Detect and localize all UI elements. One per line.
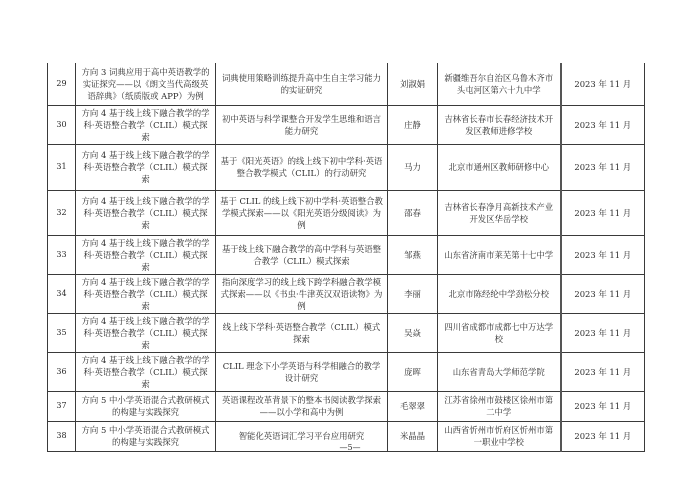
organization: 北京市通州区教师研修中心 bbox=[438, 144, 561, 190]
row-number: 29 bbox=[48, 63, 76, 105]
row-number: 36 bbox=[48, 352, 76, 391]
row-number: 37 bbox=[48, 391, 76, 421]
approval-date: 2023 年 11 月 bbox=[561, 352, 645, 391]
project-title: 智能化英语词汇学习平台应用研究 bbox=[216, 421, 388, 451]
research-direction: 方向 4 基于线上线下融合教学的学科·英语整合教学（CLIL）模式探索 bbox=[76, 352, 216, 391]
organization: 吉林省长春市长春经济技术开发区教师进修学校 bbox=[438, 105, 561, 144]
project-leader: 李丽 bbox=[388, 274, 438, 313]
approval-date: 2023 年 11 月 bbox=[561, 274, 645, 313]
table-row bbox=[48, 144, 645, 190]
research-direction: 方向 5 中小学英语混合式教研模式的构建与实践探究 bbox=[76, 391, 216, 421]
project-title: 线上线下学科·英语整合教学（CLIL）模式探索 bbox=[216, 313, 388, 352]
table-row bbox=[48, 235, 645, 274]
table-row bbox=[48, 105, 645, 144]
project-leader: 庄静 bbox=[388, 105, 438, 144]
research-direction: 方向 4 基于线上线下融合教学的学科·英语整合教学（CLIL）模式探索 bbox=[76, 144, 216, 190]
organization: 山东省济南市莱芜第十七中学 bbox=[438, 235, 561, 274]
organization: 吉林省长春净月高新技术产业开发区华岳学校 bbox=[438, 190, 561, 235]
project-title: 基于《阳光英语》的线上线下初中学科·英语整合教学模式（CLIL）的行动研究 bbox=[216, 144, 388, 190]
row-number: 38 bbox=[48, 421, 76, 451]
project-leader: 刘淑娟 bbox=[388, 63, 438, 105]
project-title: 初中英语与科学课整合开发学生思维和语言能力研究 bbox=[216, 105, 388, 144]
organization: 山东省青岛大学师范学院 bbox=[438, 352, 561, 391]
project-title: CLIL 理念下小学英语与科学相融合的教学设计研究 bbox=[216, 352, 388, 391]
row-number: 34 bbox=[48, 274, 76, 313]
approval-date: 2023 年 11 月 bbox=[561, 105, 645, 144]
project-title: 指向深度学习的线上线下跨学科融合教学模式探索——以《书虫·牛津英汉双语读物》为例 bbox=[216, 274, 388, 313]
approval-date: 2023 年 11 月 bbox=[561, 190, 645, 235]
project-table bbox=[47, 63, 645, 452]
project-leader: 米晶晶 bbox=[388, 421, 438, 451]
organization: 新疆维吾尔自治区乌鲁木齐市头屯河区第六十九中学 bbox=[438, 63, 561, 105]
approval-date: 2023 年 11 月 bbox=[561, 391, 645, 421]
row-number: 31 bbox=[48, 144, 76, 190]
research-direction: 方向 3 词典应用于高中英语教学的实证探究——以《朗文当代高级英语辞典》（纸质版或 APP）为例 bbox=[76, 63, 216, 105]
project-leader: 吴焱 bbox=[388, 313, 438, 352]
table-row bbox=[48, 63, 645, 105]
organization: 山西省忻州市忻府区忻州市第一职业中学校 bbox=[438, 421, 561, 451]
research-direction: 方向 4 基于线上线下融合教学的学科·英语整合教学（CLIL）模式探索 bbox=[76, 274, 216, 313]
project-leader: 邹燕 bbox=[388, 235, 438, 274]
research-direction: 方向 5 中小学英语混合式教研模式的构建与实践探究 bbox=[76, 421, 216, 451]
organization: 江苏省徐州市鼓楼区徐州市第二中学 bbox=[438, 391, 561, 421]
project-title: 基于 CLIL 的线上线下初中学科·英语整合教学模式探索——以《阳光英语分级阅读》为例 bbox=[216, 190, 388, 235]
table-row bbox=[48, 274, 645, 313]
research-direction: 方向 4 基于线上线下融合教学的学科·英语整合教学（CLIL）模式探索 bbox=[76, 235, 216, 274]
project-leader: 邵春 bbox=[388, 190, 438, 235]
project-leader: 毛翠翠 bbox=[388, 391, 438, 421]
project-leader: 马力 bbox=[388, 144, 438, 190]
table-row bbox=[48, 190, 645, 235]
page-number: —5— bbox=[339, 443, 361, 452]
table-row bbox=[48, 352, 645, 391]
table-row bbox=[48, 313, 645, 352]
approval-date: 2023 年 11 月 bbox=[561, 63, 645, 105]
research-direction: 方向 4 基于线上线下融合教学的学科·英语整合教学（CLIL）模式探索 bbox=[76, 105, 216, 144]
project-title: 英语课程改革背景下的整本书阅读教学探索——以小学和高中为例 bbox=[216, 391, 388, 421]
row-number: 32 bbox=[48, 190, 76, 235]
research-direction: 方向 4 基于线上线下融合教学的学科·英语整合教学（CLIL）模式探索 bbox=[76, 190, 216, 235]
organization: 北京市陈经纶中学劲松分校 bbox=[438, 274, 561, 313]
approval-date: 2023 年 11 月 bbox=[561, 235, 645, 274]
approval-date: 2023 年 11 月 bbox=[561, 144, 645, 190]
project-title: 基于线上线下融合教学的高中学科与英语整合教学（CLIL）模式探索 bbox=[216, 235, 388, 274]
project-leader: 庞晖 bbox=[388, 352, 438, 391]
approval-date: 2023 年 11 月 bbox=[561, 421, 645, 451]
project-title: 词典使用策略训练提升高中生自主学习能力的实证研究 bbox=[216, 63, 388, 105]
row-number: 30 bbox=[48, 105, 76, 144]
organization: 四川省成都市成都七中万达学校 bbox=[438, 313, 561, 352]
row-number: 35 bbox=[48, 313, 76, 352]
table-row bbox=[48, 391, 645, 421]
approval-date: 2023 年 11 月 bbox=[561, 313, 645, 352]
row-number: 33 bbox=[48, 235, 76, 274]
research-direction: 方向 4 基于线上线下融合教学的学科·英语整合教学（CLIL）模式探索 bbox=[76, 313, 216, 352]
